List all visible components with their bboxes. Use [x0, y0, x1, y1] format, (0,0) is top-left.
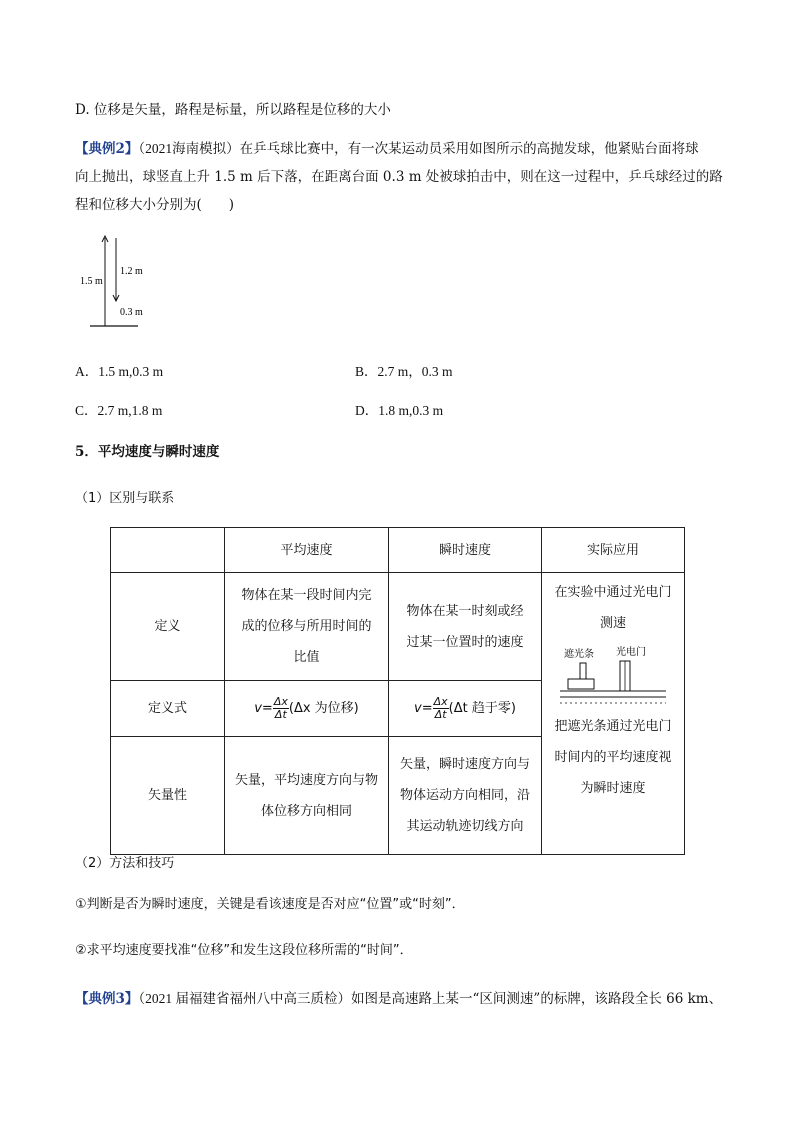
application-cell — [542, 573, 685, 855]
formula-average-v: v= — [254, 701, 273, 716]
vector-average-line-1: 矢量，平均速度方向与物 — [234, 772, 378, 788]
fraction-numerator: Δx — [273, 695, 288, 708]
row-formula-label: 定义式 — [111, 681, 225, 737]
definition-average-line-1: 物体在某一段时间内完 — [241, 588, 372, 603]
header-empty — [111, 528, 225, 573]
option-d-statement: D. 位移是矢量，路程是标量，所以路程是位移的大小 — [75, 102, 391, 118]
option-b[interactable]: B．2.7 m，0.3 m — [355, 364, 453, 379]
label-light-shield: 遮光条 — [564, 649, 594, 660]
example-2-tag: 【典例2】 — [75, 141, 139, 157]
application-top-line-1: 在实验中通过光电门 — [554, 585, 672, 600]
table-header-row — [111, 528, 685, 573]
label-0-3m: 0.3 m — [120, 307, 143, 318]
definition-average-line-3: 比值 — [293, 650, 320, 665]
vector-instant — [389, 737, 542, 855]
example-3-source: （2021 届福建省福州八中高三质检） — [138, 991, 352, 1006]
definition-average-line-2: 成的位移与所用时间的 — [241, 619, 372, 634]
row-definition — [111, 573, 685, 681]
section-5-heading: 5．平均速度与瞬时速度 — [75, 444, 220, 460]
definition-instant-line-2: 过某一位置时的速度 — [406, 634, 524, 650]
example-2-line-1 — [75, 140, 699, 158]
vector-average-line-2: 体位移方向相同 — [260, 803, 352, 819]
formula-instant-v: v= — [414, 701, 433, 716]
subsection-2-heading: （2）方法和技巧 — [75, 856, 175, 871]
tip-1: ①判断是否为瞬时速度，关键是看该速度是否对应“位置”或“时刻”． — [75, 897, 465, 912]
row-vector-label: 矢量性 — [111, 737, 225, 855]
application-bottom-line-2: 时间内的平均速度视 — [554, 750, 672, 765]
label-1-5m: 1.5 m — [80, 276, 103, 287]
row-definition-label: 定义 — [111, 573, 225, 681]
vector-instant-line-2: 物体运动方向相同，沿 — [399, 788, 530, 803]
velocity-comparison-table — [110, 527, 685, 855]
formula-average-note: (Δx 为位移) — [288, 701, 359, 716]
definition-instant — [389, 573, 542, 681]
formula-instant-fraction — [433, 696, 449, 721]
example-3-text: 如图是高速路上某一“区间测速”的标牌，该路段全长 66 km、 — [351, 991, 723, 1007]
photogate-figure — [554, 645, 672, 707]
fraction-denominator-instant: Δt — [434, 708, 447, 721]
trajectory-figure — [70, 228, 180, 332]
example-2-text-1: 在乒乓球比赛中，有一次某运动员采用如图所示的高抛发球，他紧贴台面将球 — [239, 141, 699, 157]
example-2-line-2: 向上抛出，球竖直上升 1.5 m 后下落，在距离台面 0.3 m 处被球拍击中，则在这一过程中，乒乓球经过的路 — [75, 169, 723, 185]
formula-average-fraction — [273, 696, 289, 721]
cart-body — [568, 679, 594, 689]
application-bottom-line-1: 把遮光条通过光电门 — [554, 719, 672, 734]
fraction-denominator: Δt — [274, 708, 287, 721]
example-2-line-3: 程和位移大小分别为( ) — [75, 197, 235, 213]
example-3-tag: 【典例3】 — [75, 991, 139, 1007]
example-3-line — [75, 990, 722, 1008]
definition-average — [225, 573, 389, 681]
formula-instant — [389, 681, 542, 737]
fraction-numerator-instant: Δx — [433, 695, 448, 708]
vector-instant-line-3: 其运动轨迹切线方向 — [406, 819, 524, 834]
tip-2: ②求平均速度要找准“位移”和发生这段位移所需的“时间”． — [75, 943, 413, 958]
formula-instant-note: (Δt 趋于零) — [448, 701, 516, 716]
option-c[interactable]: C．2.7 m,1.8 m — [75, 403, 163, 418]
application-top-line-2: 测速 — [599, 616, 626, 631]
light-shield-strip — [580, 663, 586, 679]
vector-average — [225, 737, 389, 855]
definition-instant-line-1: 物体在某一时刻或经 — [406, 603, 524, 619]
formula-average — [225, 681, 389, 737]
example-2-source: （2021海南模拟） — [138, 141, 240, 156]
vector-instant-line-1: 矢量，瞬时速度方向与 — [399, 757, 530, 772]
header-instant-velocity: 瞬时速度 — [389, 528, 542, 573]
application-bottom-line-3: 为瞬时速度 — [580, 781, 646, 796]
option-d[interactable]: D．1.8 m,0.3 m — [355, 403, 444, 418]
option-a[interactable]: A．1.5 m,0.3 m — [75, 364, 164, 379]
header-average-velocity: 平均速度 — [225, 528, 389, 573]
subsection-1-heading: （1）区别与联系 — [75, 491, 175, 506]
label-photogate: 光电门 — [616, 647, 646, 658]
header-application: 实际应用 — [542, 528, 685, 573]
label-1-2m: 1.2 m — [120, 266, 143, 277]
